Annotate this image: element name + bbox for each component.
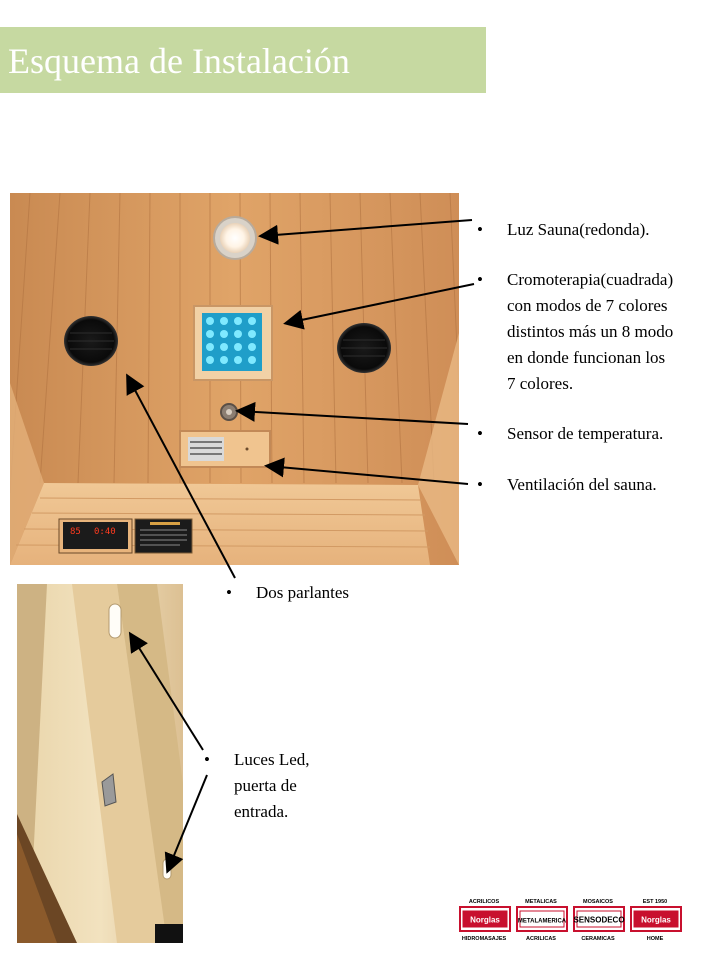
logo-brand-text: Norglas [641, 915, 671, 925]
brand-logos [458, 895, 684, 945]
bullet-temperature-sensor [477, 421, 717, 447]
page-title: Esquema de Instalación [8, 41, 350, 81]
led-dot [234, 356, 242, 364]
ventilation-grille [180, 431, 270, 467]
bullet-chromotherapy [477, 267, 720, 397]
led-dot [248, 317, 256, 325]
bullet-ventilation [477, 472, 717, 498]
led-dot [220, 317, 228, 325]
logo-brand-text: SENSODECO [573, 915, 625, 925]
panel-display-right: 0:40 [94, 527, 116, 537]
logo-top-text: ACRILICOS [468, 899, 500, 905]
bullet-symbol: • [226, 583, 232, 602]
led-dot [234, 330, 242, 338]
logo-bottom-text: CERAMICAS [581, 936, 615, 942]
bullet-symbol: • [477, 220, 483, 239]
bullet-text: Dos parlantes [256, 583, 350, 602]
logo-top-text: EST 1950 [642, 899, 668, 905]
bullet-text: Luz Sauna(redonda). [507, 220, 650, 239]
sauna-door-illustration [17, 584, 183, 943]
sauna-ceiling-photo [10, 193, 459, 565]
led-dot [248, 330, 256, 338]
led-dot [220, 356, 228, 364]
panel-display-left: 85 [70, 527, 81, 537]
led-dot [206, 356, 214, 364]
logo-bottom-text: ACRILICAS [526, 936, 556, 942]
led-light-bottom [163, 859, 171, 879]
control-panel [59, 519, 192, 553]
led-dot [248, 343, 256, 351]
logo-top-text: MOSAICOS [583, 899, 613, 905]
bullet-symbol: • [477, 270, 483, 289]
logo-bottom-text: HIDROMASAJES [461, 936, 507, 942]
bullet-speakers [226, 580, 426, 606]
bullet-text: Sensor de temperatura. [507, 424, 664, 443]
brand-logo [573, 899, 624, 942]
bullet-text: Ventilación del sauna. [507, 475, 657, 494]
led-dot [206, 343, 214, 351]
bullet-symbol: • [204, 750, 210, 769]
logo-top-text: METALICAS [525, 899, 557, 905]
chromotherapy-panel [194, 306, 272, 380]
bullet-text: Luces Led, puerta de entrada. [234, 750, 310, 821]
led-light-top [109, 604, 121, 638]
brand-logo [517, 899, 567, 942]
led-dot [220, 343, 228, 351]
led-dot [234, 317, 242, 325]
bullet-symbol: • [477, 424, 483, 443]
bullet-led-lights [204, 747, 344, 827]
led-dot [206, 317, 214, 325]
brand-logo [460, 899, 510, 942]
bullet-sauna-light [477, 217, 717, 243]
bullet-symbol: • [477, 475, 483, 494]
led-dot [206, 330, 214, 338]
brand-logo [631, 899, 681, 942]
logo-bottom-text: HOME [646, 936, 664, 942]
brand-logos-svg [458, 895, 684, 945]
led-dot [248, 356, 256, 364]
logo-brand-text: METALAMERICA [517, 918, 567, 925]
sauna-ceiling-illustration [10, 193, 459, 565]
led-dot [220, 330, 228, 338]
led-dot [234, 343, 242, 351]
bullet-text: Cromoterapia(cuadrada) con modos de 7 colores distintos más un 8 modo en donde funcionan los 7 colores. [507, 270, 674, 393]
logo-brand-text: Norglas [470, 915, 500, 925]
title-banner [0, 27, 486, 93]
sauna-door-photo [17, 584, 183, 943]
